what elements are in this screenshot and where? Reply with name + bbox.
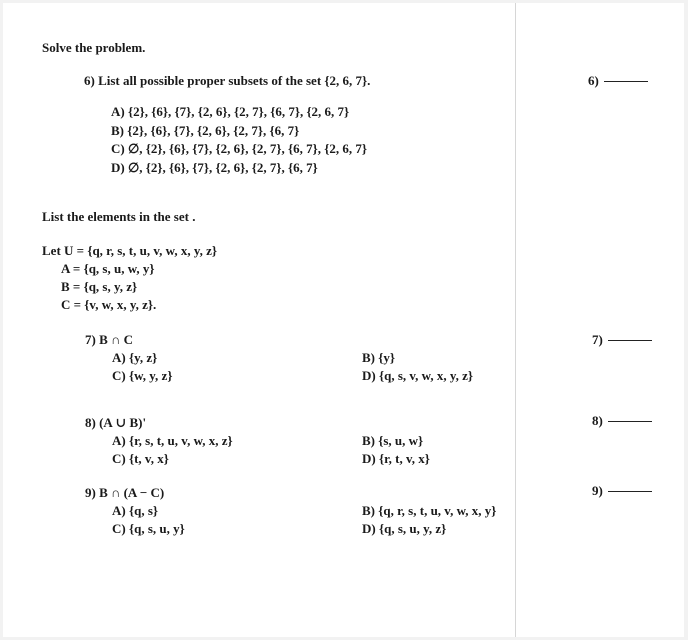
answer-blank-7[interactable] (592, 332, 652, 348)
answer-blank-8[interactable] (592, 413, 652, 429)
section-heading-solve: Solve the problem. (42, 40, 146, 55)
question-8-prompt: 8) (A ∪ B)' (85, 415, 147, 430)
section-heading-list: List the elements in the set . (42, 209, 196, 224)
universal-set: Let U = {q, r, s, t, u, v, w, x, y, z} (42, 243, 217, 258)
set-c: C = {v, w, x, y, z}. (61, 297, 157, 312)
question-6-option-c: C) ∅, {2}, {6}, {7}, {2, 6}, {2, 7}, {6, 7}, {2, 6, 7} (111, 141, 368, 156)
question-6-option-d: D) ∅, {2}, {6}, {7}, {2, 6}, {2, 7}, {6, 7} (111, 160, 318, 175)
question-8-option-a: A) {r, s, t, u, v, w, x, z} (112, 433, 233, 448)
set-a: A = {q, s, u, w, y} (61, 261, 155, 276)
question-7-option-b: B) {y} (362, 350, 395, 365)
answer-label-8: 8) (592, 413, 603, 428)
answer-column-divider (515, 3, 516, 637)
question-9-option-c: C) {q, s, u, y} (112, 521, 185, 536)
answer-label-7: 7) (592, 332, 603, 347)
worksheet-page (3, 3, 684, 637)
answer-blank-9[interactable] (592, 483, 652, 499)
answer-line-7[interactable] (608, 340, 652, 341)
question-9-option-a: A) {q, s} (112, 503, 159, 518)
question-6-option-a: A) {2}, {6}, {7}, {2, 6}, {2, 7}, {6, 7}, {2, 6, 7} (111, 104, 350, 119)
answer-line-9[interactable] (608, 491, 652, 492)
question-8-option-c: C) {t, v, x} (112, 451, 169, 466)
question-9-option-d: D) {q, s, u, y, z} (362, 521, 447, 536)
question-9-prompt: 9) B ∩ (A − C) (85, 485, 165, 500)
set-b: B = {q, s, y, z} (61, 279, 138, 294)
answer-line-6[interactable] (604, 81, 648, 82)
question-7-option-c: C) {w, y, z} (112, 368, 173, 383)
question-7-option-a: A) {y, z} (112, 350, 158, 365)
answer-blank-6[interactable] (588, 73, 648, 89)
answer-label-6: 6) (588, 73, 599, 88)
question-6-prompt: 6) List all possible proper subsets of the set {2, 6, 7}. (84, 73, 371, 88)
question-7-prompt: 7) B ∩ C (85, 332, 133, 347)
question-8-option-d: D) {r, t, v, x} (362, 451, 430, 466)
question-7-option-d: D) {q, s, v, w, x, y, z} (362, 368, 474, 383)
answer-label-9: 9) (592, 483, 603, 498)
answer-line-8[interactable] (608, 421, 652, 422)
question-9-option-b: B) {q, r, s, t, u, v, w, x, y} (362, 503, 497, 518)
question-6-option-b: B) {2}, {6}, {7}, {2, 6}, {2, 7}, {6, 7} (111, 123, 300, 138)
question-8-option-b: B) {s, u, w} (362, 433, 424, 448)
